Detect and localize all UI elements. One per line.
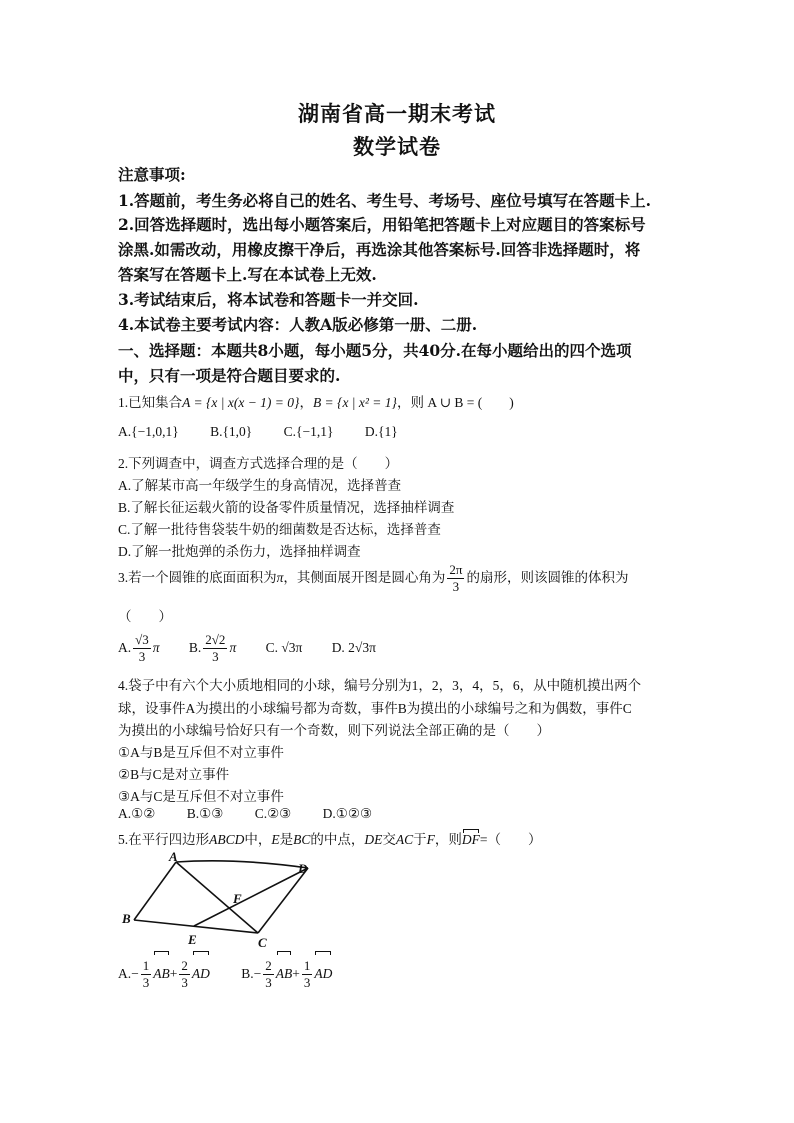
- notice-item: 答案写在答题卡上.写在本试卷上无效.: [118, 265, 377, 284]
- question-3-options: [118, 628, 688, 668]
- option-a: A.− $\frac{1}{3}$ AB+ $\frac{2}{3}$ AD: [118, 966, 213, 981]
- option-d: D. 2√3π: [331, 640, 376, 655]
- question-4-stem: 为摸出的小球编号恰好只有一个奇数，则下列说法全部正确的是（ ）: [118, 723, 550, 738]
- label-c: C: [258, 935, 267, 950]
- option-b: B.了解长征运载火箭的设备零件质量情况，选择抽样调查: [118, 500, 455, 515]
- section-heading-cont: 中，只有一项是符合题目要求的.: [118, 366, 341, 385]
- question-3-stem: 3.若一个圆锥的底面面积为π，其侧面展开图是圆心角为 $\frac{2\pi}{3}$ 的扇形，则该圆锥的体积为: [118, 562, 629, 595]
- label-a: A: [169, 850, 178, 864]
- option-a: A.{−1,0,1}: [118, 424, 179, 439]
- option-c: C.了解一批待售袋装牛奶的细菌数是否达标，选择普查: [118, 522, 441, 537]
- question-4-stem: 球，设事件A为摸出的小球编号都为奇数，事件B为摸出的小球编号之和为偶数，事件C: [118, 701, 632, 716]
- label-e: E: [188, 932, 197, 947]
- option-b: B.{1,0}: [210, 424, 253, 439]
- option-b: B. $\frac{2√2}{3}$ π: [188, 632, 237, 665]
- label-f: F: [233, 891, 242, 906]
- parallelogram-figure: [118, 850, 328, 950]
- question-4-statement: ①A与B是互斥但不对立事件: [118, 745, 284, 760]
- question-1-stem: 1.已知集合A = {x | x(x − 1) = 0}，B = {x | x² = 1}，则 A ∪ B = ( ): [118, 395, 514, 410]
- set-a: A = {x | x(x − 1) = 0}: [182, 395, 300, 410]
- section-heading: 一、选择题：本题共8小题，每小题5分，共40分.在每小题给出的四个选项: [118, 341, 632, 360]
- notice-item: 4.本试卷主要考试内容：人教A版必修第一册、二册.: [118, 315, 478, 334]
- option-c: C.{−1,1}: [283, 424, 334, 439]
- option-b: B.− $\frac{2}{3}$ AB+ $\frac{1}{3}$ AD: [241, 966, 332, 981]
- question-4-statement: ②B与C是对立事件: [118, 767, 230, 782]
- question-4-statement: ③A与C是互斥但不对立事件: [118, 789, 284, 804]
- option-d: D.①②③: [322, 806, 373, 821]
- notice-heading: 注意事项:: [118, 165, 186, 184]
- option-d: D.{1}: [364, 424, 398, 439]
- question-4-stem: 4.袋子中有六个大小质地相同的小球，编号分别为1，2，3，4，5，6，从中随机摸出两个: [118, 678, 642, 693]
- question-5-options: [118, 954, 688, 994]
- notice-item: 涂黑.如需改动，用橡皮擦干净后，再选涂其他答案标号.回答非选择题时，将: [118, 240, 641, 259]
- question-2-stem: 2.下列调查中，调查方式选择合理的是（ ）: [118, 456, 399, 471]
- notice-item: 3.考试结束后，将本试卷和答题卡一并交回.: [118, 290, 419, 309]
- label-d: D: [298, 861, 308, 876]
- page-subtitle: 数学试卷: [353, 134, 441, 159]
- question-3-paren: （ ）: [118, 609, 172, 624]
- question-4-options: [118, 806, 688, 822]
- option-d: D.了解一批炮弹的杀伤力，选择抽样调查: [118, 544, 361, 559]
- set-b: B = {x | x² = 1}: [312, 395, 397, 410]
- label-b: B: [122, 911, 131, 926]
- page-title: 湖南省高一期末考试: [298, 101, 496, 126]
- angle-fraction: $\frac{2\pi}{3}$: [449, 562, 463, 595]
- question-1-options: [118, 424, 688, 440]
- option-a: A. $\frac{√3}{3}$ π: [118, 632, 160, 665]
- notice-item: 2.回答选择题时，选出每小题答案后，用铅笔把答题卡上对应题目的答案标号: [118, 215, 646, 234]
- notice-item: 1.答题前，考生务必将自己的姓名、考生号、考场号、座位号填写在答题卡上.: [118, 191, 652, 210]
- option-b: B.①③: [186, 806, 224, 821]
- question-5-stem: 5.在平行四边形ABCD中，E是BC的中点，DE交AC于F，则DF=（ ）: [118, 832, 542, 847]
- option-c: C. √3π: [265, 640, 303, 655]
- option-a: A.①②: [118, 806, 156, 821]
- option-c: C.②③: [254, 806, 292, 821]
- option-a: A.了解某市高一年级学生的身高情况，选择普查: [118, 478, 402, 493]
- vector-df: DF: [461, 832, 480, 847]
